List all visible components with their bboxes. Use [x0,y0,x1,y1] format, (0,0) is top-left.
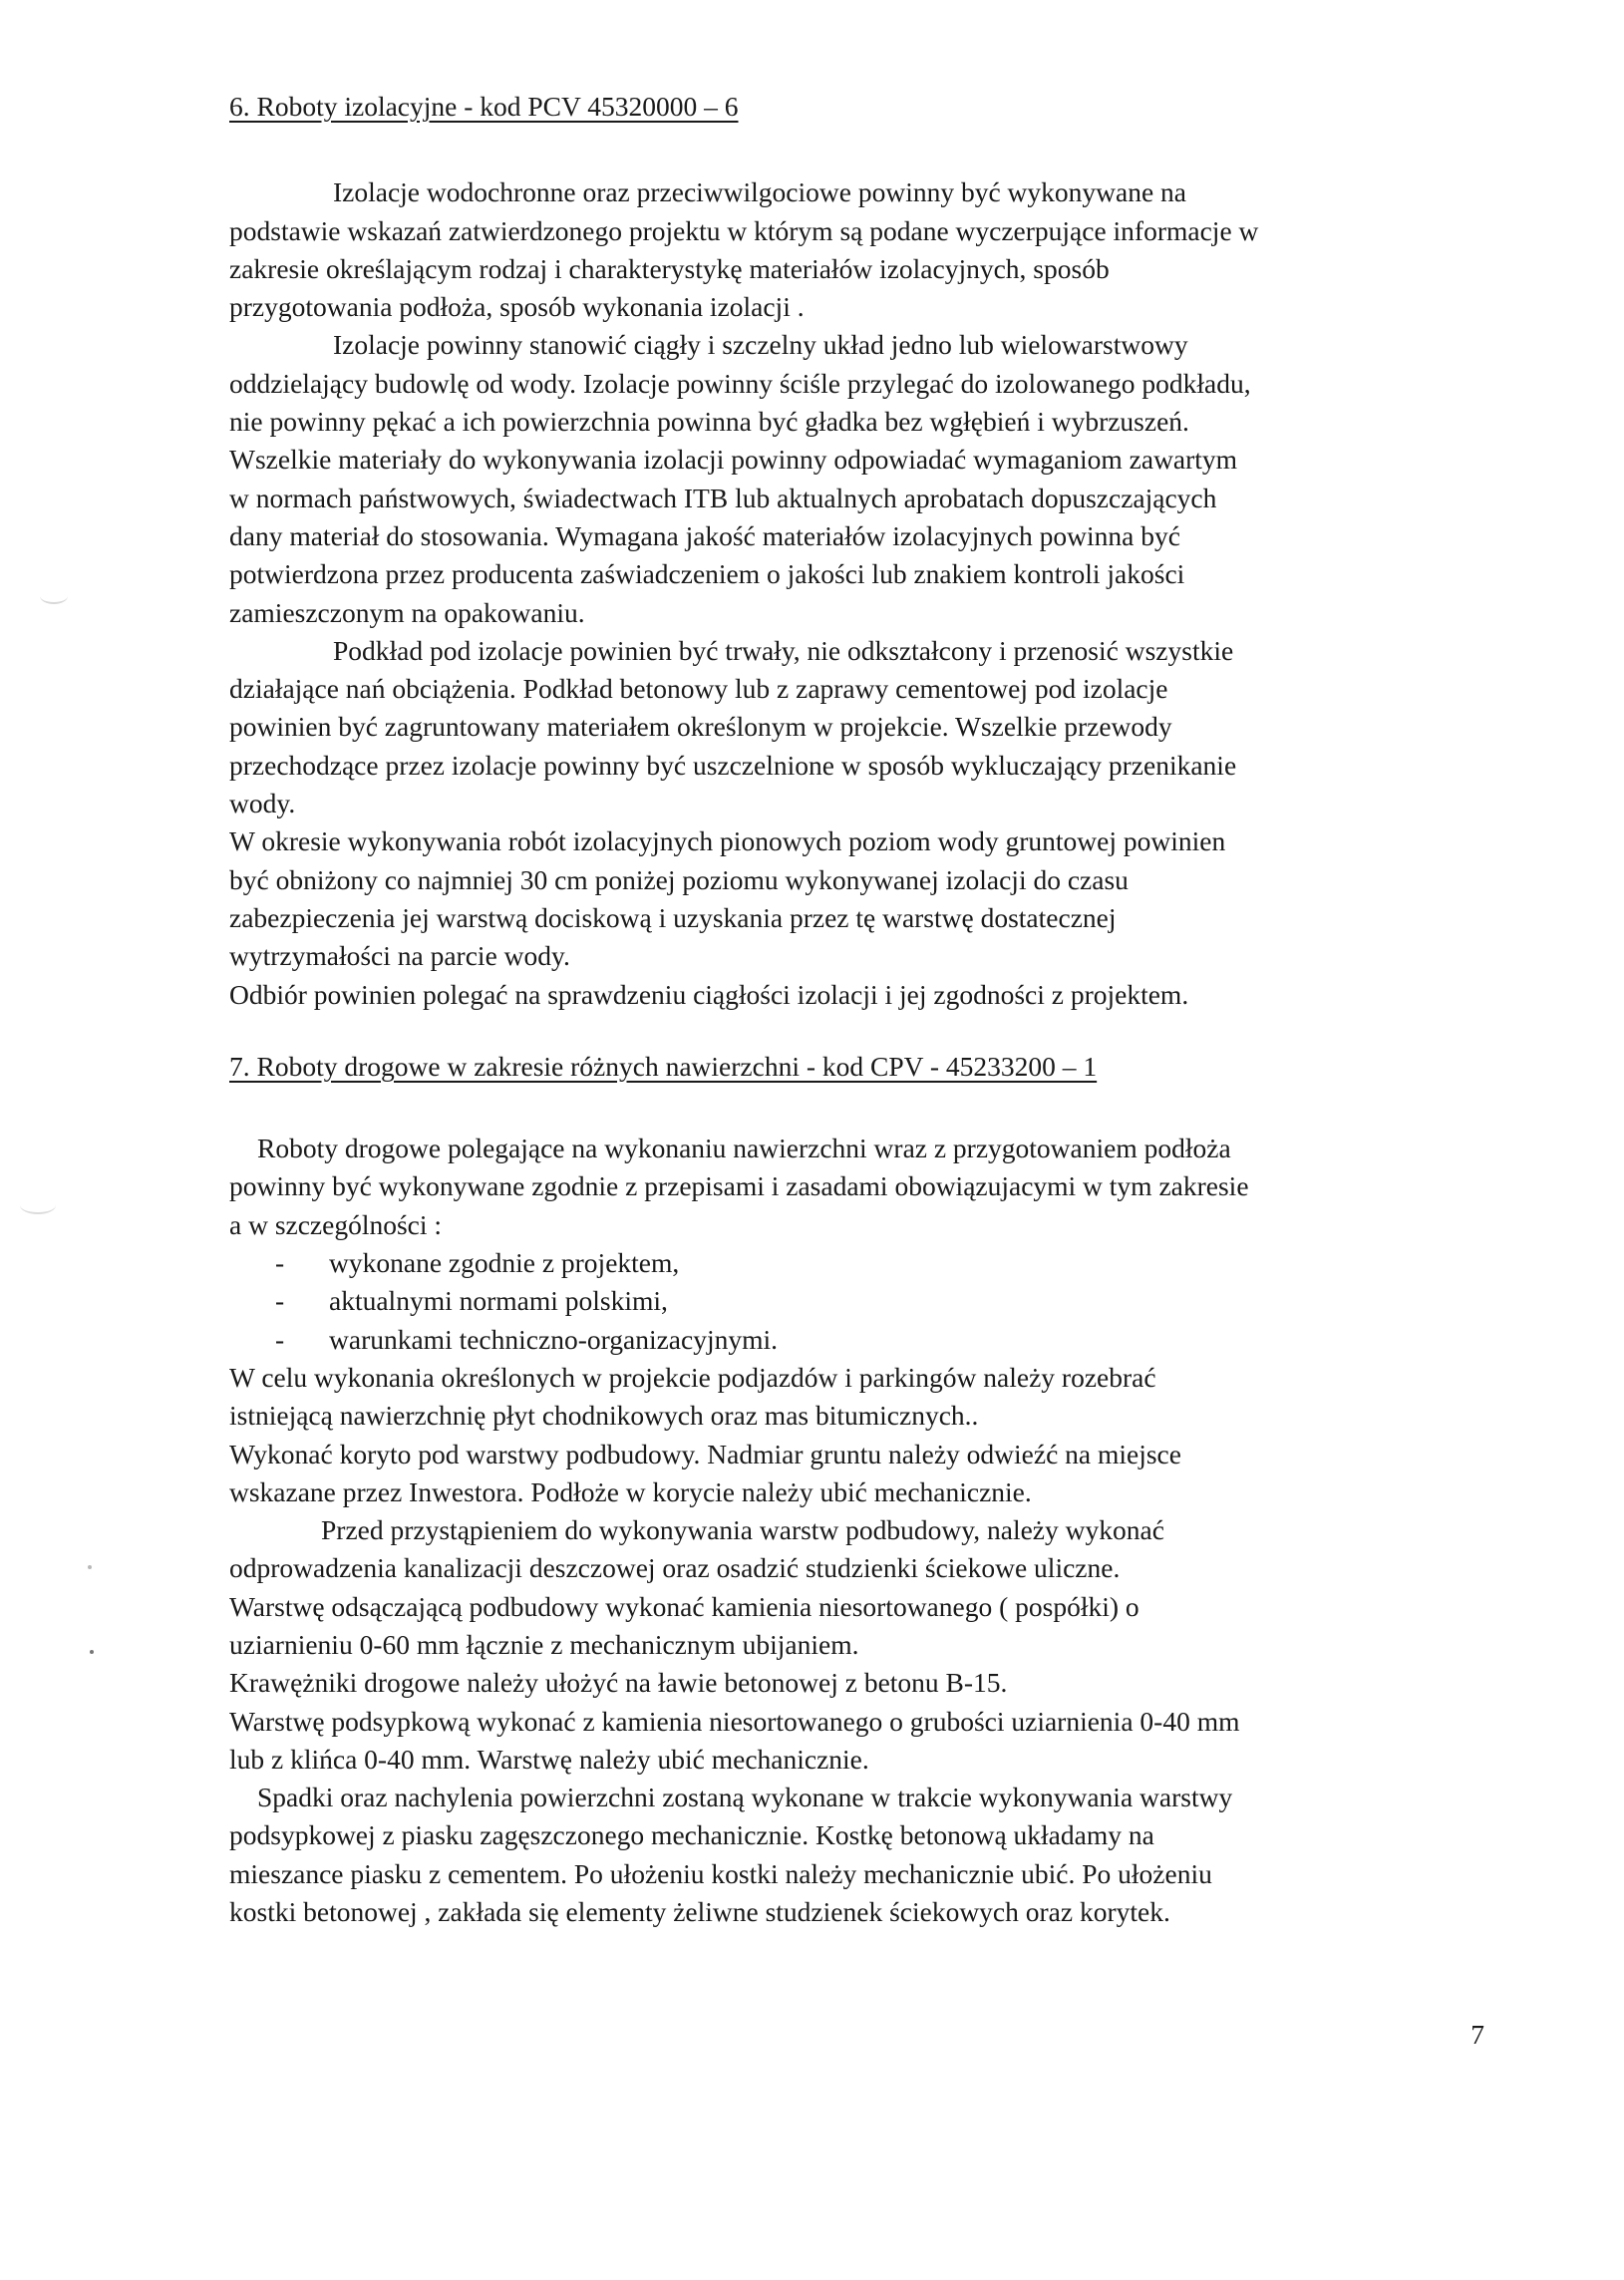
text-line: powinien być zagruntowany materiałem określonym w projekcie. Wszelkie przewody [229,711,1172,743]
text-line: powinny być wykonywane zgodnie z przepisami i zasadami obowiązujacymi w tym zakresie [229,1170,1249,1202]
text-line: Roboty drogowe polegające na wykonaniu nawierzchni wraz z przygotowaniem podłoża [257,1133,1231,1164]
text-line: Warstwę podsypkową wykonać z kamienia niesortowanego o grubości uziarnienia 0-40 mm [229,1705,1240,1737]
list-item-text: aktualnymi normami polskimi, [329,1285,668,1317]
text-line: kostki betonowej , zakłada się elementy żeliwne studzienek ściekowych oraz korytek. [229,1896,1170,1928]
text-line: być obniżony co najmniej 30 cm poniżej poziomu wykonywanej izolacji do czasu [229,863,1129,895]
text-line: nie powinny pękać a ich powierzchnia powinna być gładka bez wgłębień i wybrzuszeń. [229,406,1189,438]
list-item-text: warunkami techniczno-organizacyjnymi. [329,1323,779,1355]
spacer [229,1086,1505,1130]
text-line: odprowadzenia kanalizacji deszczowej oraz osadzić studzienki ściekowe uliczne. [229,1552,1121,1584]
page-number: 7 [1470,2019,1484,2050]
scan-speck [90,1650,94,1654]
text-line: a w szczególności : [229,1208,443,1240]
list-item [229,1321,1505,1359]
text-line: Izolacje powinny stanowić ciągły i szczelny układ jedno lub wielowarstwowy [333,329,1188,361]
text-line: potwierdzona przez producenta zaświadczeniem o jakości lub znakiem kontroli jakości [229,558,1185,590]
text-line: przechodzące przez izolacje powinny być uszczelnione w sposób wykluczający przenikanie [229,749,1237,781]
text-line: podsypkowej z piasku zagęszczonego mechanicznie. Kostkę betonową układamy na [229,1819,1154,1851]
text-line: W okresie wykonywania robót izolacyjnych pionowych poziom wody gruntowej powinien [229,825,1226,857]
text-line: W celu wykonania określonych w projekcie podjazdów i parkingów należy rozebrać [229,1361,1156,1393]
section-7-text [229,1130,1505,1931]
text-line: oddzielający budowlę od wody. Izolacje powinny ściśle przylegać do izolowanego podkładu, [229,367,1251,399]
text-line: Przed przystąpieniem do wykonywania warstw podbudowy, należy wykonać [321,1514,1164,1546]
list-item-text: wykonane zgodnie z projektem, [329,1247,680,1279]
section-7-heading: 7. Roboty drogowe w zakresie różnych nawierzchni - kod CPV - 45233200 – 1 [229,1050,1098,1082]
text-line: dany materiał do stosowania. Wymagana jakość materiałów izolacyjnych powinna być [229,519,1180,551]
text-line: uziarnieniu 0-60 mm łącznie z mechanicznym ubijaniem. [229,1628,859,1660]
text-line: Warstwę odsączającą podbudowy wykonać kamienia niesortowanego ( pospółki) o [229,1590,1139,1622]
text-line: Odbiór powinien polegać na sprawdzeniu ciągłości izolacji i jej zgodności z projektem. [229,978,1189,1010]
spacer [229,126,1505,173]
text-line: wskazane przez Inwestora. Podłoże w korycie należy ubić mechanicznie. [229,1475,1032,1507]
text-line: Spadki oraz nachylenia powierzchni zostaną wykonane w trakcie wykonywania warstwy [257,1782,1233,1813]
bullet-dash: - [275,1285,285,1317]
section-6-heading: 6. Roboty izolacyjne - kod PCV 45320000 – 6 [229,91,739,122]
text-line: Wszelkie materiały do wykonywania izolacji powinny odpowiadać wymaganiom zawartym [229,444,1238,476]
text-line: wody. [229,788,296,819]
text-line: przygotowania podłoża, sposób wykonania izolacji . [229,291,805,323]
text-line: zabezpieczenia jej warstwą dociskową i uzyskania przez tę warstwę dostatecznej [229,901,1117,933]
text-line: Podkład pod izolacje powinien być trwały, nie odkształcony i przenosić wszystkie [333,634,1234,666]
bullet-dash: - [275,1247,285,1279]
section-6-text [229,173,1505,1014]
document-body [229,88,1505,1931]
text-line: w normach państwowych, świadectwach ITB lub aktualnych aprobatach dopuszczających [229,482,1217,513]
list-item [229,1244,1505,1282]
scan-speck [20,1196,56,1214]
text-line: lub z klińca 0-40 mm. Warstwę należy ubić mechanicznie. [229,1743,869,1775]
text-line: podstawie wskazań zatwierdzonego projektu w którym są podane wyczerpujące informacje w [229,214,1259,246]
text-line: zakresie określającym rodzaj i charakterystykę materiałów izolacyjnych, sposób [229,252,1110,284]
text-line: wytrzymałości na parcie wody. [229,940,570,972]
text-line: Krawężniki drogowe należy ułożyć na ławie betonowej z betonu B-15. [229,1667,1008,1699]
scan-speck [40,588,68,604]
list-item [229,1282,1505,1320]
text-line: działające nań obciążenia. Podkład betonowy lub z zaprawy cementowej pod izolacje [229,673,1168,705]
bullet-dash: - [275,1323,285,1355]
scan-speck [88,1565,92,1569]
text-line: zamieszczonym na opakowaniu. [229,596,585,628]
text-line: mieszance piasku z cementem. Po ułożeniu kostki należy mechanicznie ubić. Po ułożeniu [229,1857,1212,1889]
text-line: Wykonać koryto pod warstwy podbudowy. Nadmiar gruntu należy odwieźć na miejsce [229,1438,1181,1469]
text-line: Izolacje wodochronne oraz przeciwwilgociowe powinny być wykonywane na [333,176,1187,208]
text-line: istniejącą nawierzchnię płyt chodnikowych oraz mas bitumicznych.. [229,1400,979,1432]
